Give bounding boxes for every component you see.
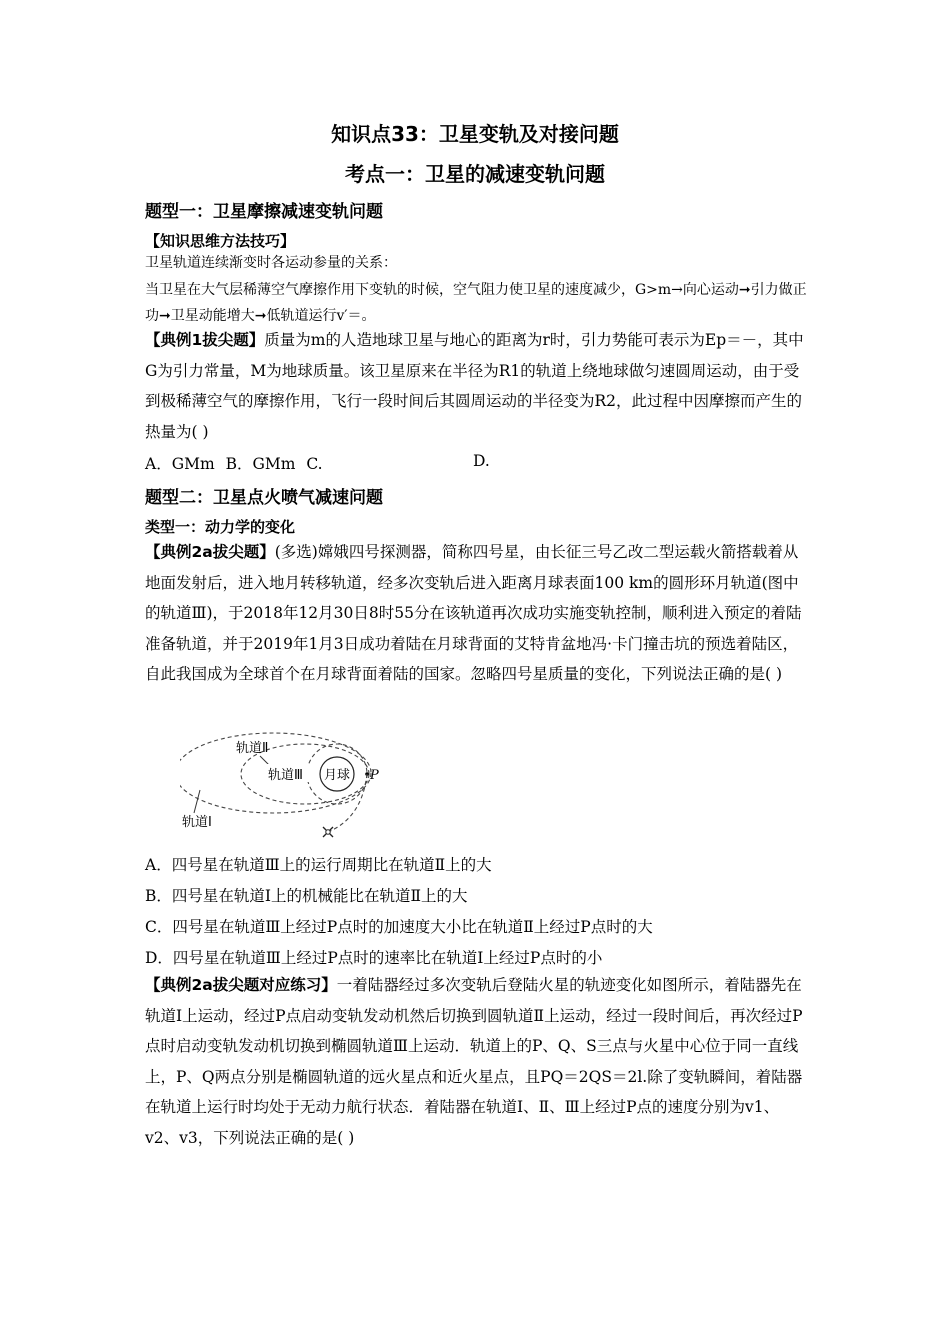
orbit-diagram: [180, 728, 390, 844]
choice-a: A．四号星在轨道Ⅲ上的运行周期比在轨道Ⅱ上的大: [145, 856, 492, 874]
option-b: B．GMm: [225, 455, 296, 473]
probe-icon: [323, 827, 333, 837]
practice-label: 【典例2a拔尖题对应练习】: [145, 976, 337, 994]
example1-text: 质量为m的人造地球卫星与地心的距离为r时，引力势能可表示为Ep＝－，其中G为引力常量，M为地球质量。该卫星原来在半径为R1的轨道上绕地球做匀速圆周运动，由于受到极稀薄空气的摩擦作用，飞行一段时间后其圆周运动的半径变为R2，此过程中因摩擦而产生的热量为( ): [145, 331, 804, 441]
option-a: A．GMm: [145, 455, 215, 473]
orbit1-label: 轨道Ⅰ: [182, 815, 212, 830]
tip-label: 【知识思维方法技巧】: [145, 232, 296, 250]
section2-heading: 题型二：卫星点火喷气减速问题: [145, 488, 383, 508]
section1-heading: 题型一：卫星摩擦减速变轨问题: [145, 202, 383, 222]
tip-line2: 当卫星在大气层稀薄空气摩擦作用下变轨的时候，空气阻力使卫星的速度减少，G>m→向心运动➞引力做正功➞卫星动能增大➞低轨道运行v′＝。: [145, 282, 807, 324]
type-label: 类型一：动力学的变化: [145, 518, 296, 536]
page-subtitle: 考点一：卫星的减速变轨问题: [345, 162, 605, 186]
example2-label: 【典例2a拔尖题】: [145, 543, 275, 561]
choice-b: B．四号星在轨道Ⅰ上的机械能比在轨道Ⅱ上的大: [145, 887, 468, 905]
page-title: 知识点33：卫星变轨及对接问题: [331, 122, 619, 146]
tip-line1: 卫星轨道连续渐变时各运动参量的关系：: [145, 255, 397, 271]
example1-label: 【典例1拔尖题】: [145, 331, 265, 349]
example1-options: [145, 452, 810, 474]
choice-c: C．四号星在轨道Ⅲ上经过P点时的加速度大小比在轨道Ⅱ上经过P点时的大: [145, 918, 653, 936]
example2-text: (多选)嫦娥四号探测器，简称四号星，由长征三号乙改二型运载火箭搭载着从地面发射后，进入地月转移轨道，经多次变轨后进入距离月球表面100 km的圆形环月轨道(图中的轨道Ⅲ)，于2018年12月30日8时55分在该轨道再次成功实施变轨控制，顺利进入预定的着陆准备轨道，并于2019年1月3日成功着陆在月球背面的艾特肯盆地冯·卡门撞击坑的预选着陆区，自此我国成为全球首个在月球背面着陆的国家。忽略四号星质量的变化，下列说法正确的是( ): [145, 543, 802, 683]
example1: [145, 325, 810, 447]
choice-d: D．四号星在轨道Ⅲ上经过P点时的速率比在轨道Ⅰ上经过P点时的小: [145, 949, 603, 967]
practice: [145, 970, 810, 1153]
practice-text: 一着陆器经过多次变轨后登陆火星的轨迹变化如图所示，着陆器先在轨道Ⅰ上运动，经过P点启动变轨发动机然后切换到圆轨道Ⅱ上运动，经过一段时间后，再次经过P点时启动变轨发动机切换到椭圆轨道Ⅲ上运动．轨道上的P、Q、S三点与火星中心位于同一直线上，P、Q两点分别是椭圆轨道的远火星点和近火星点，且PQ＝2QS＝2l.除了变轨瞬间，着陆器在轨道上运行时均处于无动力航行状态．着陆器在轨道Ⅰ、Ⅱ、Ⅲ上经过P点的速度分别为v1、v2、v3，下列说法正确的是( ): [145, 976, 803, 1147]
example2: [145, 537, 810, 690]
option-c: C.: [306, 455, 323, 473]
orbit2-label: 轨道Ⅱ: [236, 741, 269, 756]
orbit3-label: 轨道Ⅲ: [268, 768, 303, 783]
moon-label: 月球: [323, 768, 351, 783]
option-d: D.: [473, 452, 490, 470]
point-p-label: P: [370, 768, 379, 783]
